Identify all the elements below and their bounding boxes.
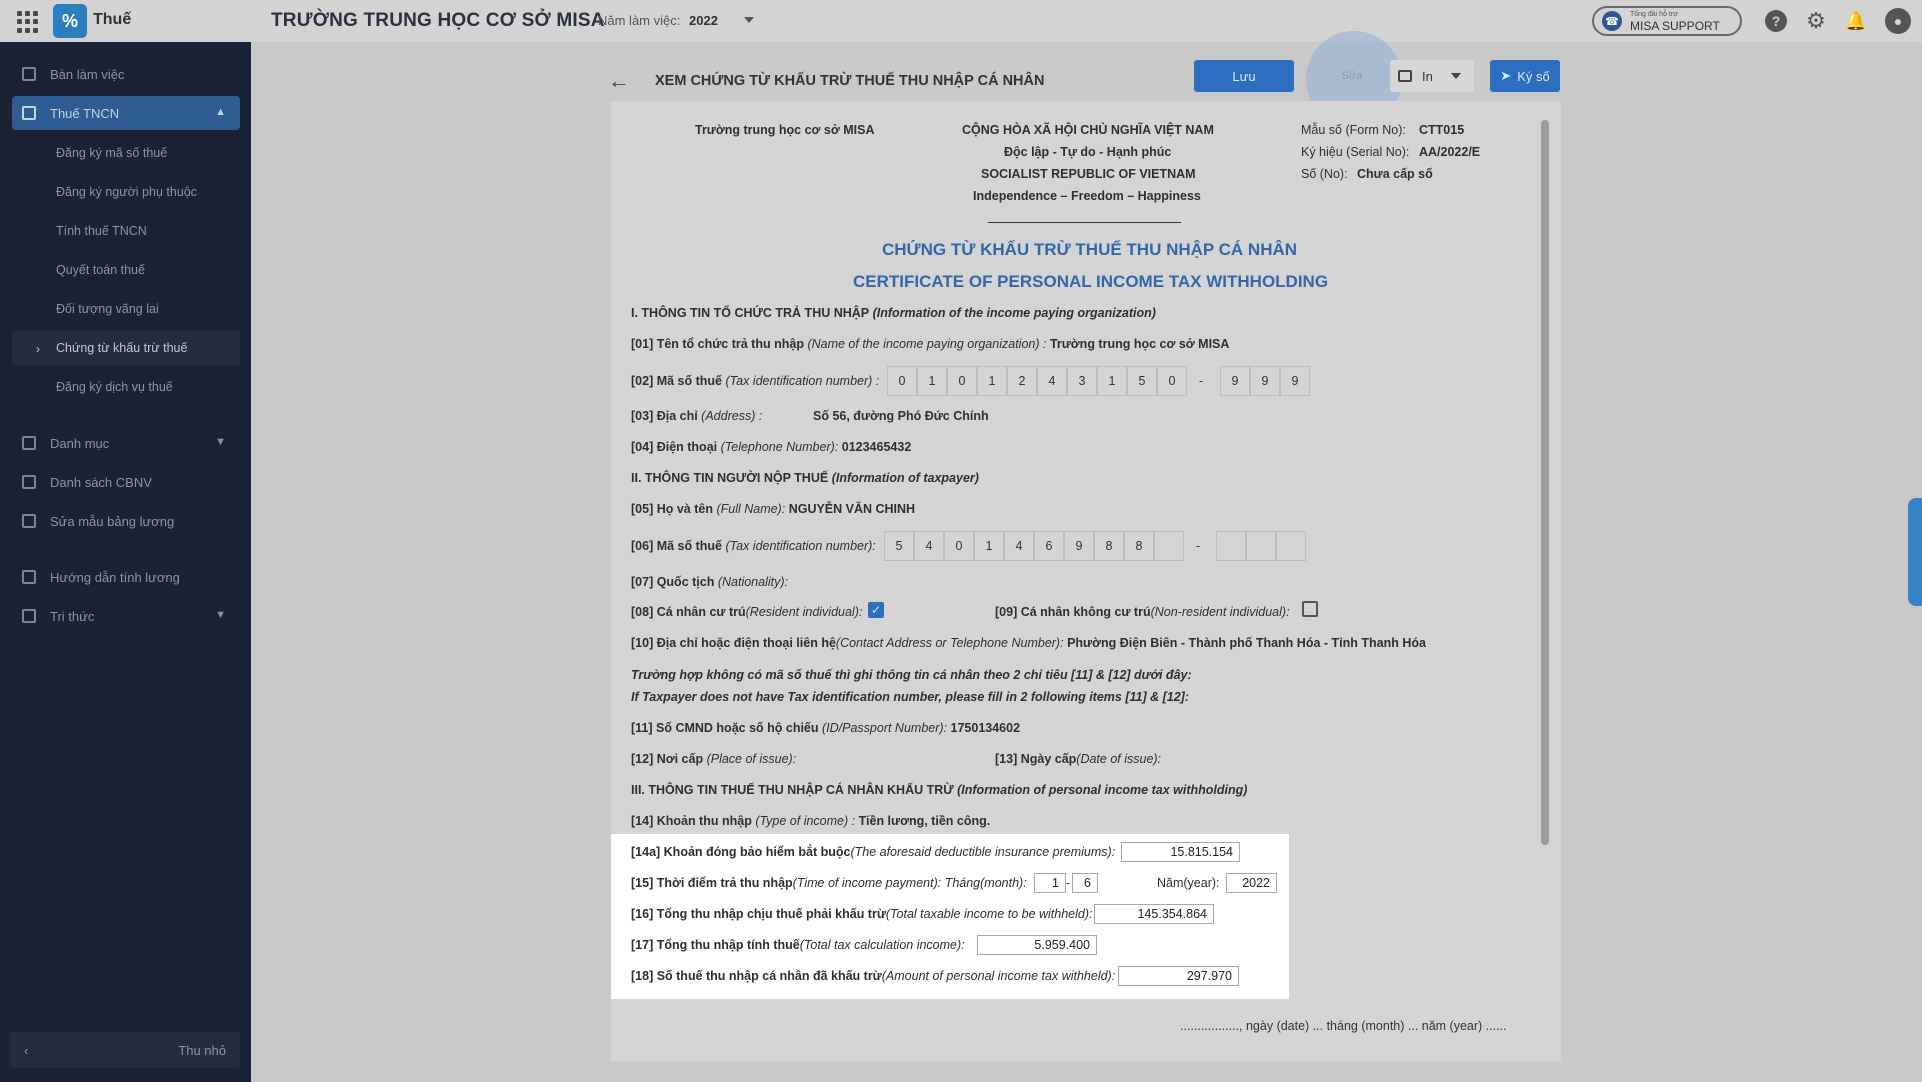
edit-button[interactable]: Sửa: [1341, 70, 1363, 82]
tax-code-digit: 0: [947, 366, 977, 396]
working-year-label: Năm làm việc:: [598, 13, 681, 28]
sidebar-subitem-withholding-cert[interactable]: [12, 331, 240, 365]
tax-code-digit: 0: [1157, 366, 1187, 396]
divider: [988, 222, 1181, 223]
sidebar-item-desk[interactable]: [12, 57, 240, 91]
tax-code-branch-digit: 9: [1220, 366, 1250, 396]
field-04-value: 0123465432: [841, 440, 912, 454]
form-no-label: Mẫu số (Form No):: [1301, 123, 1406, 137]
sidebar-subitem-register-dependents[interactable]: Đăng ký người phụ thuộc: [56, 185, 197, 199]
app-logo[interactable]: %: [53, 4, 87, 38]
sidebar-item-payroll-template[interactable]: [12, 504, 240, 538]
field-03-value: Số 56, đường Phó Đức Chính: [813, 409, 989, 423]
organization-name: TRƯỜNG TRUNG HỌC CƠ SỞ MISA: [271, 10, 605, 31]
field-18-input[interactable]: 297.970: [1118, 966, 1239, 986]
support-caption: Tổng đài hỗ trợ: [1630, 10, 1678, 18]
field-16: [16] Tổng thu nhập chịu thuế phải khấu trừ(Total taxable income to be withheld):: [631, 907, 1093, 921]
field-09: [09] Cá nhân không cư trú(Non-resident individual):: [995, 605, 1290, 619]
nation-en: SOCIALIST REPUBLIC OF VIETNAM: [981, 167, 1196, 181]
field-16-input[interactable]: 145.354.864: [1094, 904, 1214, 924]
sidebar-item-pit[interactable]: [12, 96, 240, 130]
motto-vn: Độc lập - Tự do - Hạnh phúc: [1004, 145, 1172, 159]
chevron-right-icon: ›: [36, 342, 40, 356]
headset-icon: ☎: [1602, 11, 1622, 31]
sidebar-subitem-register-tax-code[interactable]: Đăng ký mã số thuế: [56, 146, 168, 160]
digital-sign-button[interactable]: [1490, 60, 1560, 92]
tax-code-digit: 8: [1094, 531, 1124, 561]
field-06-label: [06] Mã số thuế (Tax identification number):: [631, 539, 876, 553]
tax-code-branch-digit: 9: [1250, 366, 1280, 396]
tax-code-digit: 0: [887, 366, 917, 396]
sidebar-item-label: Hướng dẫn tính lương: [50, 569, 180, 585]
tax-code-digit: 0: [944, 531, 974, 561]
tax-icon: [22, 106, 36, 120]
sidebar-item-label: Danh sách CBNV: [50, 474, 152, 490]
support-button[interactable]: [1592, 6, 1742, 36]
sidebar-subitem-label: Chứng từ khấu trừ thuế: [56, 341, 188, 355]
bell-icon[interactable]: 🔔: [1844, 10, 1868, 31]
section-1-heading: I. THÔNG TIN TỔ CHỨC TRẢ THU NHẬP (Information of the income paying organization): [631, 306, 1156, 320]
field-11: [11] Số CMND hoặc số hộ chiếu (ID/Passport Number): 1750134602: [631, 721, 1021, 735]
top-bar: [0, 0, 1922, 42]
tax-code-dash: -: [1196, 539, 1201, 553]
number-value: Chưa cấp số: [1357, 167, 1433, 181]
field-03: [03] Địa chỉ (Address) :: [631, 409, 763, 423]
app-name: Thuế: [93, 11, 132, 28]
payroll-icon: [22, 514, 36, 528]
cube-icon: [22, 609, 36, 623]
user-avatar-icon[interactable]: ●: [1885, 8, 1911, 34]
send-icon: ➤: [1500, 68, 1512, 83]
desk-icon: [22, 67, 36, 81]
note-vn: Trường hợp không có mã số thuế thì ghi thông tin cá nhân theo 2 chỉ tiêu [11] & [12] dưới đây:: [631, 668, 1192, 682]
tax-code-digit: 4: [1037, 366, 1067, 396]
field-15-month-from[interactable]: 1: [1034, 873, 1066, 893]
tax-code-digit: 3: [1067, 366, 1097, 396]
form-no: CTT015: [1419, 123, 1465, 137]
month-range-dash: -: [1066, 876, 1071, 890]
field-15: [15] Thời điểm trả thu nhập(Time of income payment): Tháng(month):: [631, 876, 1027, 890]
motto-en: Independence – Freedom – Happiness: [973, 189, 1201, 203]
document-scrollbar[interactable]: [1541, 120, 1549, 845]
sign-label: Ký số: [1517, 68, 1550, 84]
field-14a-input[interactable]: 15.815.154: [1121, 842, 1240, 862]
date-line: ................., ngày (date) ... tháng (month) ... năm (year) ......: [1180, 1019, 1507, 1033]
section-2-heading: II. THÔNG TIN NGƯỜI NỘP THUẾ (Information of taxpayer): [631, 471, 979, 485]
sidebar-item-categories[interactable]: [12, 426, 240, 460]
field-10-value: Phường Điện Biên - Thành phố Thanh Hóa - Tỉnh Thanh Hóa: [1067, 636, 1426, 650]
sidebar-item-label: Sửa mẫu bảng lương: [50, 513, 175, 529]
sidebar-subitem-tax-finalization[interactable]: Quyết toán thuế: [56, 263, 145, 277]
list-icon: [22, 436, 36, 450]
help-icon[interactable]: ?: [1765, 10, 1787, 32]
sidebar-item-knowledge[interactable]: [12, 599, 240, 633]
back-arrow-icon[interactable]: ←: [608, 68, 630, 93]
tax-code-digit: 1: [917, 366, 947, 396]
collapse-label: Thu nhỏ: [178, 1042, 226, 1058]
field-07: [07] Quốc tịch (Nationality):: [631, 575, 788, 589]
field-15-year-label: Năm(year):: [1157, 876, 1220, 890]
page-title: XEM CHỨNG TỪ KHẤU TRỪ THUẾ THU NHẬP CÁ NHÂN: [655, 73, 1045, 89]
tax-code-digit: 4: [914, 531, 944, 561]
tax-code-digit: 5: [884, 531, 914, 561]
field-14-value: Tiền lương, tiền công.: [858, 814, 991, 828]
tax-code-digit: 1: [1097, 366, 1127, 396]
side-panel-toggle[interactable]: [1908, 498, 1922, 606]
serial-label: Ký hiệu (Serial No):: [1301, 145, 1410, 159]
chevron-down-icon: ▼: [215, 436, 226, 448]
chevron-up-icon: ▲: [215, 106, 226, 118]
field-04: [04] Điện thoại (Telephone Number): 0123465432: [631, 440, 912, 454]
tax-code-branch-digit: 9: [1280, 366, 1310, 396]
tax-code-dash: -: [1199, 374, 1204, 388]
contact-icon: [22, 475, 36, 489]
chevron-down-icon: ▼: [215, 609, 226, 621]
save-button[interactable]: Lưu: [1194, 60, 1294, 92]
title-en: CERTIFICATE OF PERSONAL INCOME TAX WITHHOLDING: [853, 272, 1329, 291]
support-label: MISA SUPPORT: [1630, 18, 1720, 33]
section-3-heading: III. THÔNG TIN THUẾ THU NHẬP CÁ NHÂN KHẤU TRỪ (Information of personal income tax withholding): [631, 783, 1248, 797]
sidebar-item-label: Danh mục: [50, 435, 110, 451]
field-14a: [14a] Khoản đóng bảo hiểm bắt buộc(The aforesaid deductible insurance premiums):: [631, 845, 1116, 859]
tax-code-digit: [1154, 531, 1184, 561]
field-14: [14] Khoản thu nhập (Type of income) : Tiền lương, tiền công.: [631, 814, 991, 828]
non-resident-checkbox[interactable]: [1302, 601, 1318, 617]
chevron-down-icon[interactable]: [1451, 73, 1461, 79]
tax-code-branch-digit: [1276, 531, 1306, 561]
org-header: Trường trung học cơ sở MISA: [695, 123, 875, 137]
field-01: [01] Tên tổ chức trả thu nhập (Name of the income paying organization) : Trường trung học cơ sở MISA: [631, 337, 1230, 351]
tax-code-digit: 9: [1064, 531, 1094, 561]
printer-icon: [1398, 70, 1412, 82]
sidebar-item-salary-guide[interactable]: [12, 560, 240, 594]
collapse-sidebar-button[interactable]: [10, 1032, 240, 1068]
field-13: [13] Ngày cấp(Date of issue):: [995, 752, 1162, 766]
title-vn: CHỨNG TỪ KHẤU TRỪ THUẾ THU NHẬP CÁ NHÂN: [882, 240, 1298, 259]
field-05-value: NGUYỄN VĂN CHINH: [788, 502, 916, 516]
tax-code-digit: 4: [1004, 531, 1034, 561]
sidebar-item-label: Thuế TNCN: [50, 105, 120, 121]
apps-grid-icon[interactable]: [17, 11, 39, 33]
serial-no: AA/2022/E: [1419, 145, 1481, 159]
resident-checkbox[interactable]: ✓: [868, 602, 884, 618]
sidebar-subitem-tax-service[interactable]: Đăng ký dịch vụ thuế: [56, 380, 173, 394]
field-10: [10] Địa chỉ hoặc điện thoại liên hệ(Contact Address or Telephone Number): Phường Điện Biên - Thành phố Thanh Hóa - Tỉnh Thanh Hóa: [631, 636, 1426, 650]
field-08: [08] Cá nhân cư trú(Resident individual):: [631, 605, 863, 619]
field-05: [05] Họ và tên (Full Name): NGUYỄN VĂN CHINH: [631, 502, 916, 516]
tax-code-branch-digit: [1246, 531, 1276, 561]
print-label: In: [1422, 68, 1433, 84]
field-18: [18] Số thuế thu nhập cá nhân đã khấu trừ(Amount of personal income tax withheld):: [631, 969, 1116, 983]
field-01-value: Trường trung học cơ sở MISA: [1049, 337, 1230, 351]
field-11-value: 1750134602: [950, 721, 1021, 735]
tax-code-digit: 6: [1034, 531, 1064, 561]
print-button[interactable]: [1390, 60, 1474, 92]
field-12: [12] Nơi cấp (Place of issue):: [631, 752, 797, 766]
sidebar-item-label: Tri thức: [50, 608, 95, 624]
field-02-label: [02] Mã số thuế (Tax identification number) :: [631, 374, 880, 388]
field-17: [17] Tổng thu nhập tính thuế(Total tax calculation income):: [631, 938, 965, 952]
field-15-month-to[interactable]: 6: [1072, 873, 1098, 893]
person-icon: [22, 570, 36, 584]
sidebar-item-staff-list[interactable]: [12, 465, 240, 499]
tax-code-branch-digit: [1216, 531, 1246, 561]
nation-vn: CỘNG HÒA XÃ HỘI CHỦ NGHĨA VIỆT NAM: [962, 123, 1214, 137]
sidebar-item-label: Bàn làm việc: [50, 66, 125, 82]
number-label: Số (No):: [1301, 167, 1348, 181]
field-15-year-input[interactable]: 2022: [1226, 873, 1277, 893]
note-en: If Taxpayer does not have Tax identification number, please fill in 2 following items [11] & [12]:: [631, 690, 1189, 704]
chevron-down-icon[interactable]: [744, 17, 754, 23]
sidebar: [0, 42, 251, 1082]
tax-code-digit: 2: [1007, 366, 1037, 396]
sidebar-subitem-casual-workers[interactable]: Đối tượng vãng lai: [56, 302, 159, 316]
gear-icon[interactable]: ⚙: [1806, 8, 1826, 33]
chevron-left-icon: ‹: [24, 1042, 29, 1058]
tax-code-digit: 5: [1127, 366, 1157, 396]
field-17-input[interactable]: 5.959.400: [977, 935, 1097, 955]
working-year-select[interactable]: 2022: [689, 13, 718, 28]
sidebar-subitem-calc-pit[interactable]: Tính thuế TNCN: [56, 224, 147, 238]
tax-code-digit: 1: [977, 366, 1007, 396]
tax-code-digit: 8: [1124, 531, 1154, 561]
tax-code-digit: 1: [974, 531, 1004, 561]
